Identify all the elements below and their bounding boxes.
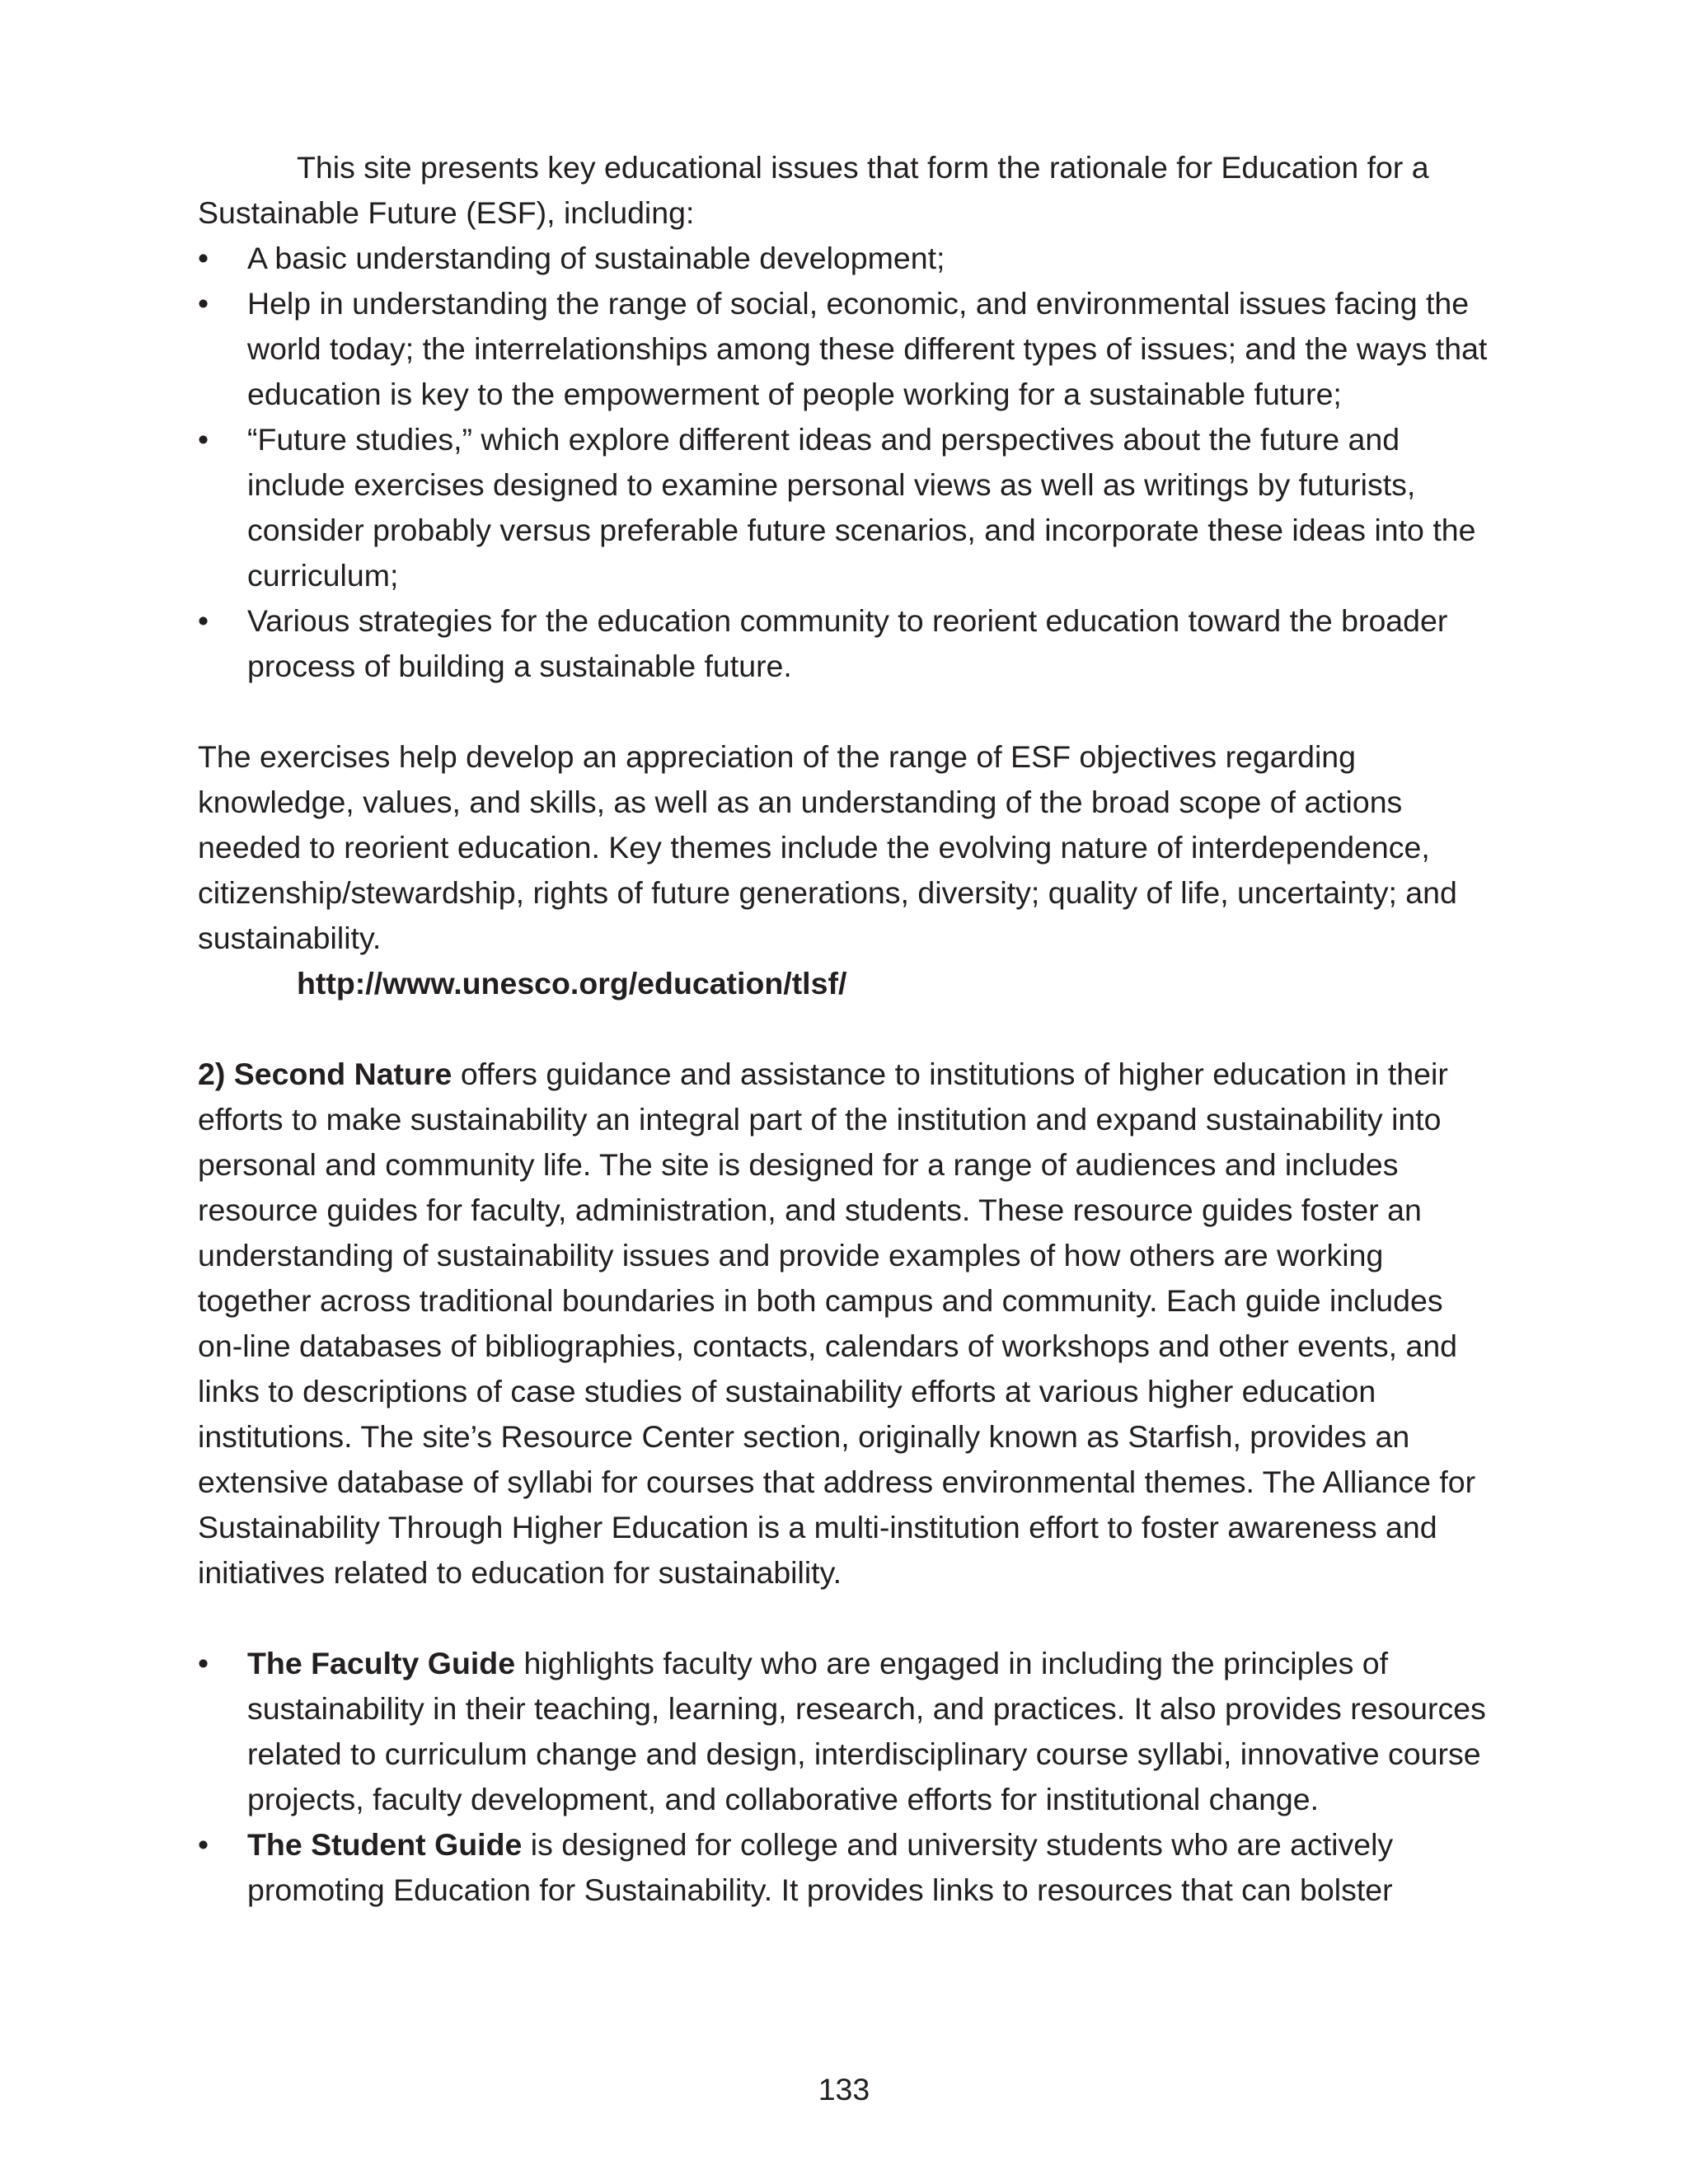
- student-guide-text: is designed for college and university students who are actively promoting Education for Sustainability. It provides links to resources that can bolster: [247, 1827, 1394, 1907]
- second-nature-paragraph: [198, 1052, 1492, 1596]
- esf-topics-list: [198, 236, 1492, 689]
- page-number: 133: [818, 2072, 870, 2107]
- bullet-marker: •: [198, 603, 209, 638]
- list-item-text: Help in understanding the range of social, economic, and environmental issues facing the world today; the interrelationships among these different types of issues; and the ways that education is key to the empowerment of people working for a sustainable future;: [247, 286, 1488, 411]
- paragraph-spacer: [198, 1596, 1492, 1641]
- bullet-marker: •: [198, 422, 209, 457]
- faculty-guide-title: The Faculty Guide: [247, 1646, 516, 1680]
- student-guide-title: The Student Guide: [247, 1827, 523, 1862]
- bullet-marker: •: [198, 1827, 209, 1862]
- guides-list: [198, 1641, 1492, 1913]
- list-item-text: A basic understanding of sustainable development;: [247, 241, 945, 275]
- list-item-text: Various strategies for the education community to reorient education toward the broader process of building a sustainable future.: [247, 603, 1448, 683]
- unesco-link[interactable]: http://www.unesco.org/education/tlsf/: [297, 966, 847, 1001]
- list-item-text: “Future studies,” which explore different ideas and perspectives about the future and include exercises designed to examine personal views as well as writings by futurists, consider probably versus preferable future scenarios, and incorporate these ideas into the curriculum;: [247, 422, 1476, 593]
- list-item: [198, 1822, 1492, 1913]
- bullet-marker: •: [198, 286, 209, 321]
- intro-paragraph: This site presents key educational issues that form the rationale for Education for a Sustainable Future (ESF), including:: [198, 150, 1429, 230]
- exercises-paragraph: The exercises help develop an appreciation of the range of ESF objectives regarding knowledge, values, and skills, as well as an understanding of the broad scope of actions needed to reorient education. Key themes include the evolving nature of interdependence, citizenship/stewardship, rights of future generations, diversity; quality of life, uncertainty; and sustainability.: [198, 739, 1457, 955]
- list-item: [198, 281, 1492, 417]
- list-item: [198, 598, 1492, 689]
- faculty-guide-text: highlights faculty who are engaged in including the principles of sustainability in their teaching, learning, research, and practices. It also provides resources related to curriculum change and design, interdisciplinary course syllabi, innovative course projects, faculty development, and collaborative efforts for institutional change.: [247, 1646, 1486, 1816]
- list-item: [198, 417, 1492, 598]
- second-nature-text: offers guidance and assistance to institutions of higher education in their efforts to make sustainability an integral part of the institution and expand sustainability into personal and community life. The site is designed for a range of audiences and includes resource guides for faculty, administration, and students. These resource guides foster an understanding of sustainability issues and provide examples of how others are working together across traditional boundaries in both campus and community. Each guide includes on-line databases of bibliographies, contacts, calendars of workshops and other events, and links to descriptions of case studies of sustainability efforts at various higher education institutions. The site’s Resource Center section, originally known as Starfish, provides an extensive database of syllabi for courses that address environmental themes. The Alliance for Sustainability Through Higher Education is a multi-institution effort to foster awareness and initiatives related to education for sustainability.: [198, 1057, 1476, 1590]
- page-body: [198, 145, 1492, 1913]
- second-nature-title: 2) Second Nature: [198, 1057, 452, 1091]
- bullet-marker: •: [198, 1646, 209, 1680]
- list-item: [198, 1641, 1492, 1822]
- paragraph-spacer: [198, 1006, 1492, 1052]
- bullet-marker: •: [198, 241, 209, 275]
- list-item: [198, 236, 1492, 281]
- paragraph-spacer: [198, 689, 1492, 734]
